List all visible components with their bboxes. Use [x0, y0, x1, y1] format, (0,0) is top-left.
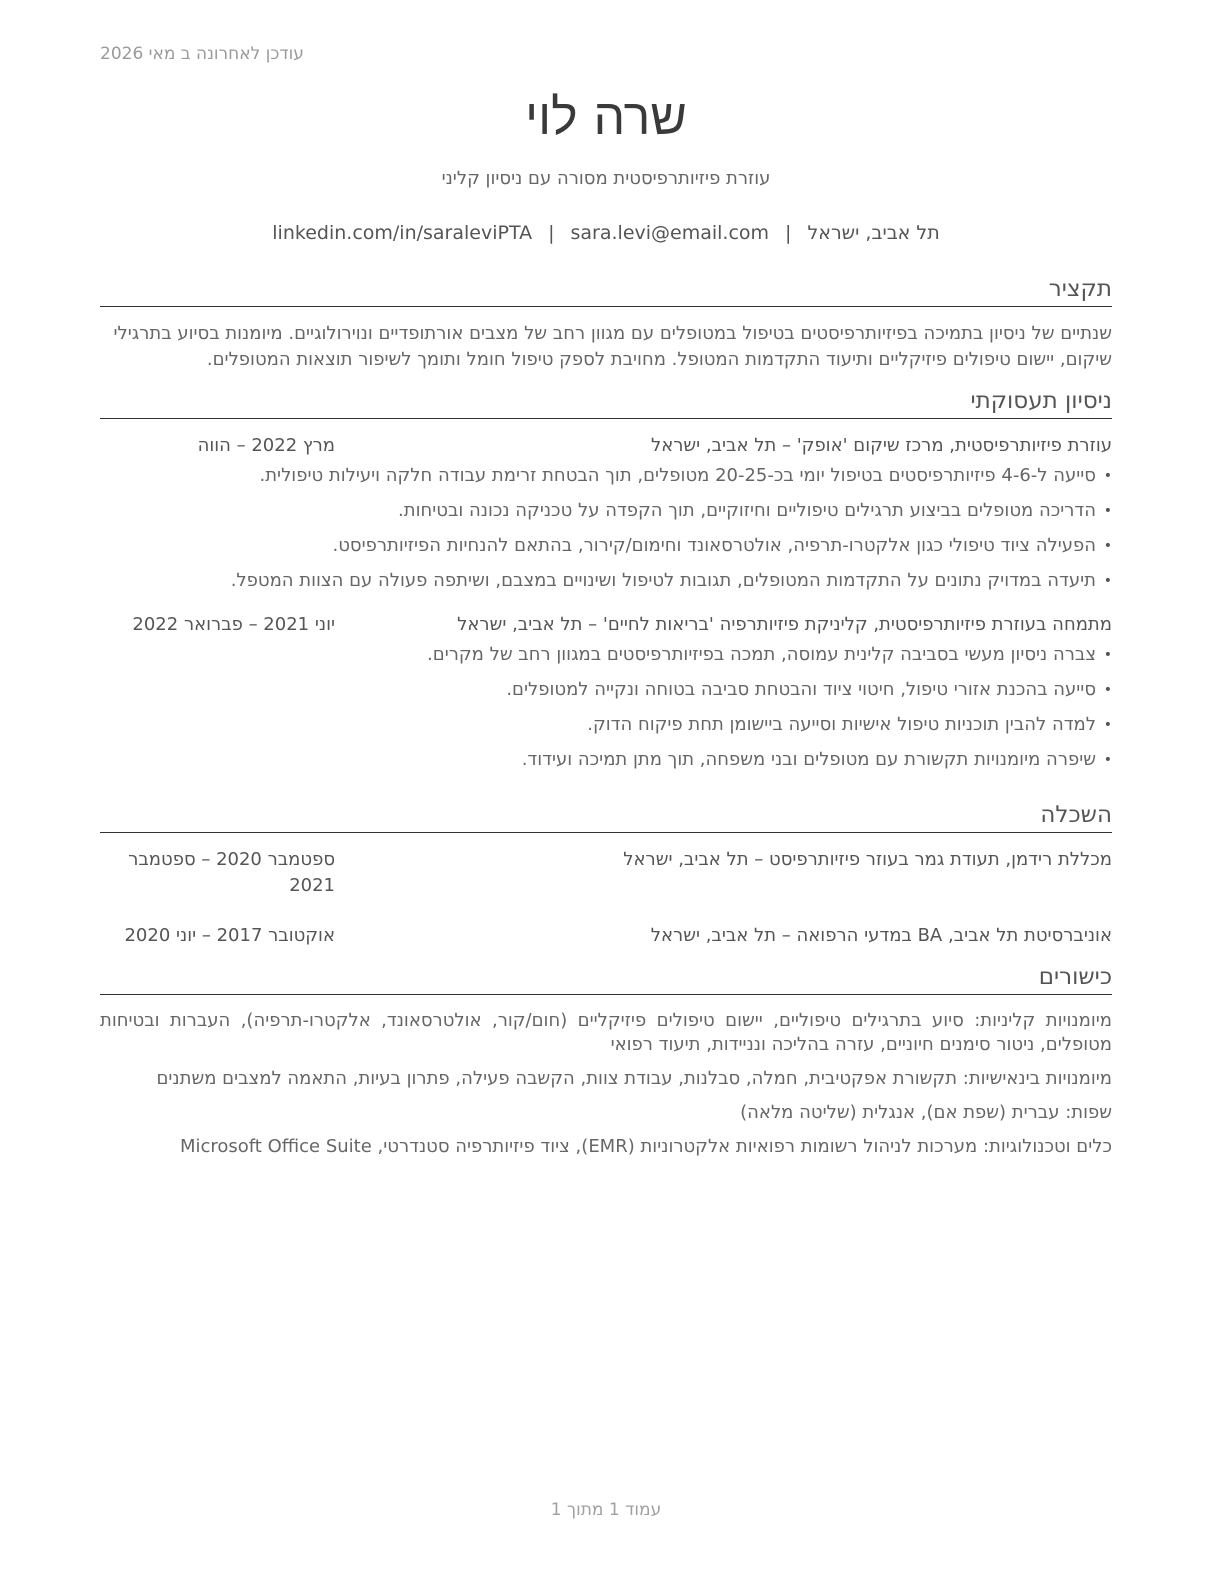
contact-separator: | [548, 222, 555, 244]
skill-line: שפות: עברית (שפת אם), אנגלית (שליטה מלאה) [740, 1102, 1112, 1123]
job-role: עוזרת פיזיותרפיסטית, מרכז שיקום 'אופק' – תל אביב, ישראל [650, 435, 1112, 456]
skills-title: כישורים [100, 962, 1112, 995]
location-text: תל אביב, ישראל [807, 222, 940, 244]
skill-line: מיומנויות בינאישיות: תקשורת אפקטיבית, חמלה, סבלנות, עבודת צוות, הקשבה פעילה, פתרון בעיות, התאמה למצבים משתנים [156, 1068, 1112, 1089]
education-degree: מכללת רידמן, תעודת גמר בעוזר פיזיותרפיסט – תל אביב, ישראל [623, 849, 1112, 870]
job-bullet: • סייעה ל-4-6 פיזיותרפיסטים בטיפול יומי בכ-20-25 מטופלים, תוך הבטחת זרימת עבודה חלקה ויעילות טיפולית. [100, 463, 1112, 489]
experience-title: ניסיון תעסוקתי [100, 386, 1112, 419]
candidate-name: שרה לוי [525, 88, 687, 146]
contact-separator: | [785, 222, 792, 244]
job-bullet: • הפעילה ציוד טיפולי כגון אלקטרו-תרפיה, אולטרסאונד וחימום/קירור, בהתאם להנחיות הפיזיותרפיסט. [100, 533, 1112, 559]
education-header [100, 923, 1112, 949]
education-entry [100, 923, 1112, 949]
education-dates: ספטמבר 2020 – ספטמבר 2021 [128, 849, 335, 896]
summary-section [100, 274, 1112, 373]
job-entry [100, 433, 1112, 594]
skills-list [100, 1009, 1112, 1159]
job-bullets [100, 642, 1112, 773]
job-bullet: • שיפרה מיומנויות תקשורת עם מטופלים ובני משפחה, תוך מתן תמיכה ועידוד. [100, 747, 1112, 773]
job-bullet: • צברה ניסיון מעשי בסביבה קלינית עמוסה, תמכה בפיזיותרפיסטים במגוון רחב של מקרים. [100, 642, 1112, 668]
skill-line: כלים וטכנולוגיות: מערכות לניהול רשומות רפואיות אלקטרוניות (EMR), ציוד פיזיותרפיה סטנדרטי, Microsoft Office Suite [179, 1136, 1112, 1157]
skill-line: מיומנויות קליניות: סיוע בתרגילים טיפוליים, יישום טיפולים פיזיקליים (חום/קור, אולטרסאונד, אלקטרו-תרפיה), העברות ובטיחות מטופלים, ניטור סימנים חיוניים, עזרה בהליכה ונניידות, תיעוד רפואי [100, 1010, 1112, 1055]
page-number: עמוד 1 מתוך 1 [550, 1500, 662, 1520]
job-bullet: • למדה להבין תוכניות טיפול אישיות וסייעה ביישומן תחת פיקוח הדוק. [100, 712, 1112, 738]
education-dates: אוקטובר 2017 – יוני 2020 [124, 925, 335, 946]
job-dates: מרץ 2022 – הווה [197, 435, 335, 456]
candidate-subtitle: עוזרת פיזיותרפיסטית מסורה עם ניסיון קליני [441, 168, 771, 189]
last-updated-note: עודכן לאחרונה ב מאי 2026 [100, 44, 304, 64]
education-section [100, 800, 1112, 949]
education-degree: אוניברסיטת תל אביב, BA במדעי הרפואה – תל אביב, ישראל [650, 925, 1112, 946]
job-header [100, 433, 1112, 459]
job-entry [100, 612, 1112, 773]
job-role: מתמחה בעוזרת פיזיותרפיסטית, קליניקת פיזיותרפיה 'בריאות לחיים' – תל אביב, ישראל [457, 614, 1112, 635]
education-entry [100, 847, 1112, 899]
skills-section [100, 962, 1112, 1169]
education-header [100, 847, 1112, 899]
experience-section [100, 386, 1112, 782]
education-title: השכלה [100, 800, 1112, 833]
job-header [100, 612, 1112, 638]
summary-title: תקציר [100, 274, 1112, 307]
job-bullet: • סייעה בהכנת אזורי טיפול, חיטוי ציוד והבטחת סביבה בטוחה ונקייה למטופלים. [100, 677, 1112, 703]
contact-line [100, 222, 1112, 244]
job-bullet: • הדריכה מטופלים בביצוע תרגילים טיפוליים וחיזוקיים, תוך הקפדה על טכניקה נכונה ובטיחות. [100, 498, 1112, 524]
job-dates: יוני 2021 – פברואר 2022 [132, 614, 335, 635]
summary-text: שנתיים של ניסיון בתמיכה בפיזיותרפיסטים בטיפול במטופלים עם מגוון רחב של מצבים אורתופדיים ונוירולוגיים. מיומנות בסיוע בתרגילי שיקום, יישום טיפולים פיזיקליים ותיעוד התקדמות המטופל. מחויבת לספק טיפול חומל ותומך לשיפור תוצאות המטופלים. [113, 323, 1112, 370]
email-link[interactable]: sara.levi@email.com [570, 222, 770, 244]
linkedin-link[interactable]: linkedin.com/in/saraleviPTA [272, 222, 533, 244]
job-bullet: • תיעדה במדויק נתונים על התקדמות המטופלים, תגובות לטיפול ושינויים במצבם, ושיתפה פעולה עם הצוות המטפל. [100, 568, 1112, 594]
job-bullets [100, 463, 1112, 594]
